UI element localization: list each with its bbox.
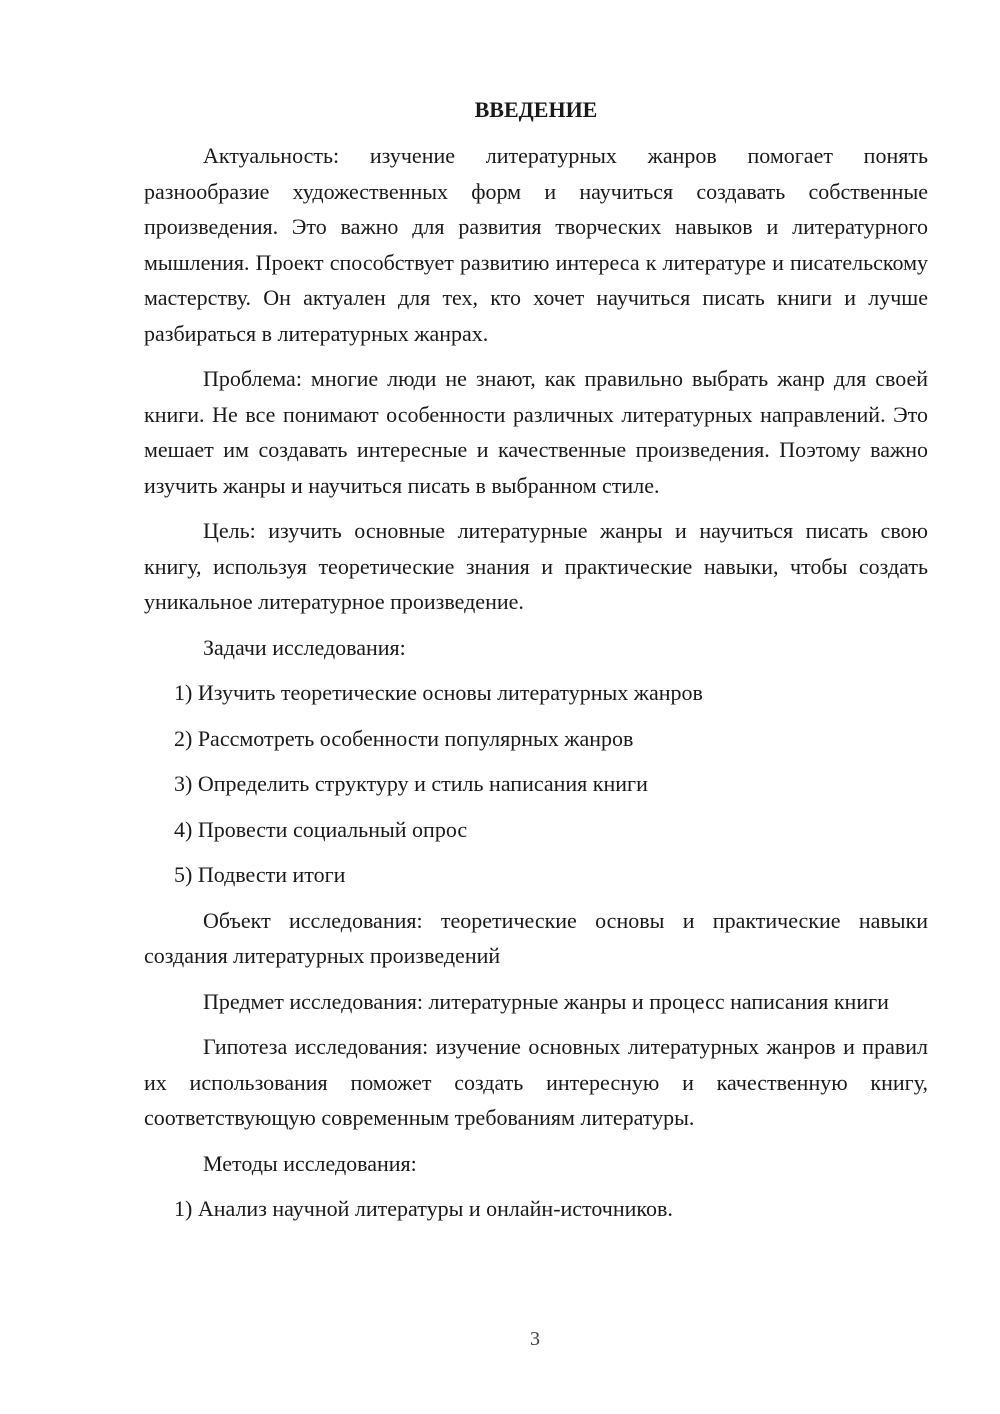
list-item: 3) Определить структуру и стиль написания книги <box>174 771 648 796</box>
tasks-list <box>144 675 928 893</box>
subject-paragraph: Предмет исследования: литературные жанры и процесс написания книги <box>203 988 889 1014</box>
list-item: 5) Подвести итоги <box>174 862 346 887</box>
hypothesis-paragraph: Гипотеза исследования: изучение основных литературных жанров и правил их использования поможет создать интересную и качественную книгу, соответствующую современным требованиям литературы. <box>144 1034 928 1130</box>
goal-paragraph: Цель: изучить основные литературные жанры и научиться писать свою книгу, используя теоретические знания и практические навыки, чтобы создать уникальное литературное произведение. <box>144 518 928 614</box>
tasks-heading: Задачи исследования: <box>203 634 406 660</box>
methods-list <box>144 1191 928 1227</box>
methods-heading: Методы исследования: <box>203 1150 417 1176</box>
page-number: 3 <box>530 1328 540 1350</box>
list-item: 2) Рассмотреть особенности популярных жанров <box>174 725 634 751</box>
relevance-paragraph: Актуальность: изучение литературных жанров помогает понять разнообразие художественных форм и научиться создавать собственные произведения. Это важно для развития творческих навыков и литературного мышления. Проект способствует развитию интереса к литературе и писательскому мастерству. Он актуален для тех, кто хочет научиться писать книги и лучше разбираться в литературных жанрах. <box>144 143 928 346</box>
object-paragraph: Объект исследования: теоретические основы и практические навыки создания литературных произведений <box>144 907 928 968</box>
list-item: 1) Анализ научной литературы и онлайн-источников. <box>174 1196 673 1221</box>
page-title: ВВЕДЕНИЕ <box>474 97 598 122</box>
list-item: 4) Провести социальный опрос <box>174 816 468 842</box>
problem-paragraph: Проблема: многие люди не знают, как правильно выбрать жанр для своей книги. Не все понимают особенности различных литературных направлений. Это мешает им создавать интересные и качественные произведения. Поэтому важно изучить жанры и научиться писать в выбранном стиле. <box>144 366 928 498</box>
list-item: 1) Изучить теоретические основы литературных жанров <box>174 680 703 705</box>
document-page <box>144 94 928 1237</box>
